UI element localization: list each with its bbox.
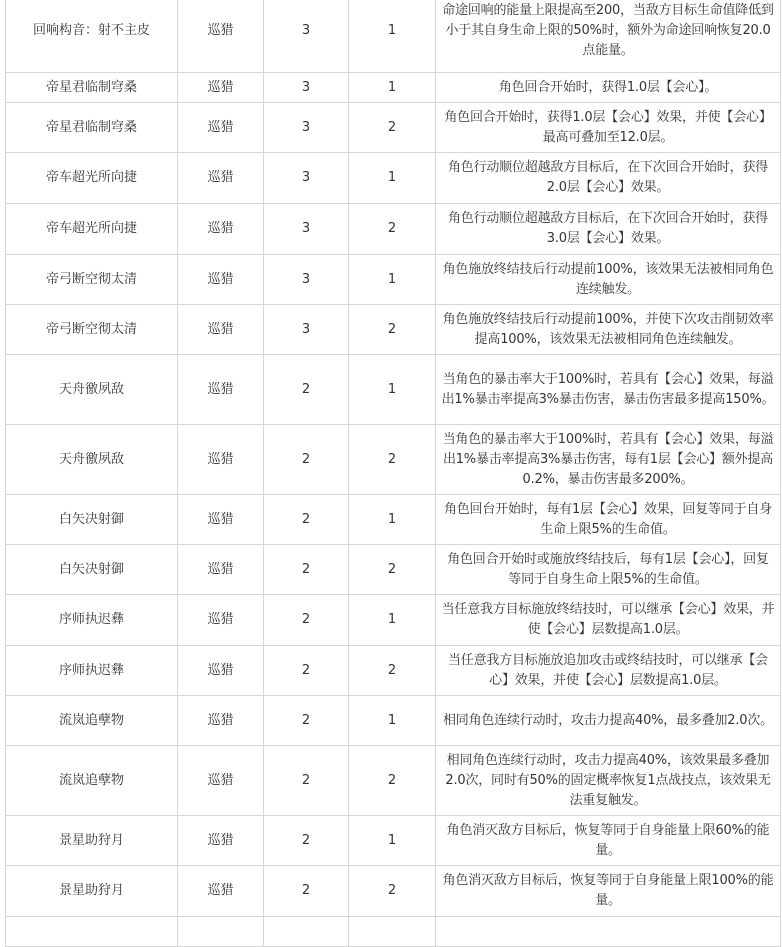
level-cell: 2 — [349, 866, 436, 917]
rarity-cell — [264, 917, 349, 947]
effect-description-cell: 角色行动顺位超越敌方目标后，在下次回合开始时，获得3.0层【会心】效果。 — [436, 204, 781, 255]
level-cell — [349, 917, 436, 947]
path-cell: 巡猎 — [178, 153, 264, 204]
blessing-name-cell: 序师执迟彝 — [6, 646, 178, 696]
rarity-cell: 3 — [264, 153, 349, 204]
blessing-name-cell: 帝弓断空彻太清 — [6, 255, 178, 305]
effect-description-cell: 角色回合开始时，获得1.0层【会心】效果，并使【会心】最高可叠加至12.0层。 — [436, 103, 781, 153]
rarity-cell: 3 — [264, 204, 349, 255]
level-cell: 1 — [349, 355, 436, 425]
path-cell: 巡猎 — [178, 255, 264, 305]
blessing-table-body — [6, 0, 781, 947]
level-cell: 1 — [349, 595, 436, 646]
table-row — [6, 917, 781, 947]
effect-description-cell: 相同角色连续行动时，攻击力提高40%，该效果最多叠加2.0次，同时有50%的固定概率恢复1点战技点，该效果无法重复触发。 — [436, 746, 781, 816]
path-cell: 巡猎 — [178, 816, 264, 866]
blessing-table — [5, 0, 781, 947]
rarity-cell: 2 — [264, 425, 349, 495]
path-cell: 巡猎 — [178, 495, 264, 545]
table-row — [6, 746, 781, 816]
rarity-cell: 2 — [264, 816, 349, 866]
level-cell: 1 — [349, 816, 436, 866]
table-row — [6, 646, 781, 696]
effect-description-cell: 角色回台开始时，每有1层【会心】效果，回复等同于自身生命上限5%的生命值。 — [436, 495, 781, 545]
effect-description-cell: 角色消灭敌方目标后，恢复等同于自身能量上限60%的能量。 — [436, 816, 781, 866]
level-cell: 1 — [349, 696, 436, 746]
level-cell: 1 — [349, 153, 436, 204]
blessing-name-cell: 帝车超光所向捷 — [6, 153, 178, 204]
level-cell: 1 — [349, 0, 436, 73]
effect-description-cell: 当任意我方目标施放终结技时，可以继承【会心】效果，并使【会心】层数提高1.0层。 — [436, 595, 781, 646]
path-cell: 巡猎 — [178, 545, 264, 595]
blessing-name-cell: 帝车超光所向捷 — [6, 204, 178, 255]
rarity-cell: 2 — [264, 355, 349, 425]
path-cell: 巡猎 — [178, 425, 264, 495]
table-row — [6, 153, 781, 204]
rarity-cell: 3 — [264, 255, 349, 305]
effect-description-cell: 角色回合开始时，获得1.0层【会心】。 — [436, 73, 781, 103]
effect-description-cell: 角色施放终结技后行动提前100%，该效果无法被相同角色连续触发。 — [436, 255, 781, 305]
blessing-name-cell: 序师执迟彝 — [6, 595, 178, 646]
table-row — [6, 355, 781, 425]
rarity-cell: 2 — [264, 746, 349, 816]
table-row — [6, 204, 781, 255]
path-cell: 巡猎 — [178, 866, 264, 917]
level-cell: 2 — [349, 425, 436, 495]
table-row — [6, 696, 781, 746]
level-cell: 1 — [349, 73, 436, 103]
rarity-cell: 2 — [264, 595, 349, 646]
rarity-cell: 3 — [264, 0, 349, 73]
table-row — [6, 495, 781, 545]
blessing-name-cell: 帝弓断空彻太清 — [6, 305, 178, 355]
rarity-cell: 3 — [264, 73, 349, 103]
rarity-cell: 2 — [264, 545, 349, 595]
blessing-name-cell: 帝星君临制穹桑 — [6, 103, 178, 153]
blessing-name-cell: 天舟徼夙敌 — [6, 355, 178, 425]
path-cell: 巡猎 — [178, 595, 264, 646]
effect-description-cell: 当任意我方目标施放追加攻击或终结技时，可以继承【会心】效果，并使【会心】层数提高1.0层。 — [436, 646, 781, 696]
level-cell: 1 — [349, 255, 436, 305]
table-row — [6, 0, 781, 73]
table-row — [6, 255, 781, 305]
blessing-name-cell: 天舟徼夙敌 — [6, 425, 178, 495]
effect-description-cell: 命途回响的能量上限提高至200，当敌方目标生命值降低到小于其自身生命上限的50%时，额外为命途回响恢复20.0点能量。 — [436, 0, 781, 73]
rarity-cell: 2 — [264, 866, 349, 917]
rarity-cell: 3 — [264, 103, 349, 153]
level-cell: 1 — [349, 495, 436, 545]
blessing-name-cell: 景星助狩月 — [6, 866, 178, 917]
effect-description-cell: 相同角色连续行动时，攻击力提高40%，最多叠加2.0次。 — [436, 696, 781, 746]
blessing-name-cell: 白矢决射御 — [6, 545, 178, 595]
level-cell: 2 — [349, 305, 436, 355]
table-row — [6, 103, 781, 153]
effect-description-cell: 角色行动顺位超越敌方目标后，在下次回合开始时，获得2.0层【会心】效果。 — [436, 153, 781, 204]
effect-description-cell: 当角色的暴击率大于100%时，若具有【会心】效果，每溢出1%暴击率提高3%暴击伤害，每有1层【会心】额外提高0.2%，暴击伤害最多200%。 — [436, 425, 781, 495]
path-cell: 巡猎 — [178, 204, 264, 255]
level-cell: 2 — [349, 545, 436, 595]
table-row — [6, 816, 781, 866]
path-cell: 巡猎 — [178, 0, 264, 73]
path-cell: 巡猎 — [178, 103, 264, 153]
blessing-name-cell: 白矢决射御 — [6, 495, 178, 545]
blessing-name-cell: 景星助狩月 — [6, 816, 178, 866]
rarity-cell: 3 — [264, 305, 349, 355]
path-cell: 巡猎 — [178, 355, 264, 425]
blessing-name-cell: 帝星君临制穹桑 — [6, 73, 178, 103]
effect-description-cell: 当角色的暴击率大于100%时，若具有【会心】效果，每溢出1%暴击率提高3%暴击伤害，暴击伤害最多提高150%。 — [436, 355, 781, 425]
blessing-name-cell: 回响构音：射不主皮 — [6, 0, 178, 73]
level-cell: 2 — [349, 204, 436, 255]
blessing-name-cell — [6, 917, 178, 947]
path-cell: 巡猎 — [178, 646, 264, 696]
table-row — [6, 73, 781, 103]
blessing-name-cell: 流岚追孽物 — [6, 746, 178, 816]
rarity-cell: 2 — [264, 495, 349, 545]
blessing-name-cell: 流岚追孽物 — [6, 696, 178, 746]
path-cell: 巡猎 — [178, 696, 264, 746]
table-row — [6, 545, 781, 595]
path-cell: 巡猎 — [178, 746, 264, 816]
level-cell: 2 — [349, 103, 436, 153]
effect-description-cell: 角色消灭敌方目标后，恢复等同于自身能量上限100%的能量。 — [436, 866, 781, 917]
effect-description-cell — [436, 917, 781, 947]
level-cell: 2 — [349, 746, 436, 816]
path-cell: 巡猎 — [178, 305, 264, 355]
table-row — [6, 425, 781, 495]
path-cell: 巡猎 — [178, 73, 264, 103]
effect-description-cell: 角色施放终结技后行动提前100%，并使下次攻击削韧效率提高100%，该效果无法被相同角色连续触发。 — [436, 305, 781, 355]
path-cell — [178, 917, 264, 947]
table-row — [6, 595, 781, 646]
rarity-cell: 2 — [264, 646, 349, 696]
rarity-cell: 2 — [264, 696, 349, 746]
effect-description-cell: 角色回合开始时或施放终结技后，每有1层【会心】，回复等同于自身生命上限5%的生命值。 — [436, 545, 781, 595]
level-cell: 2 — [349, 646, 436, 696]
table-row — [6, 305, 781, 355]
